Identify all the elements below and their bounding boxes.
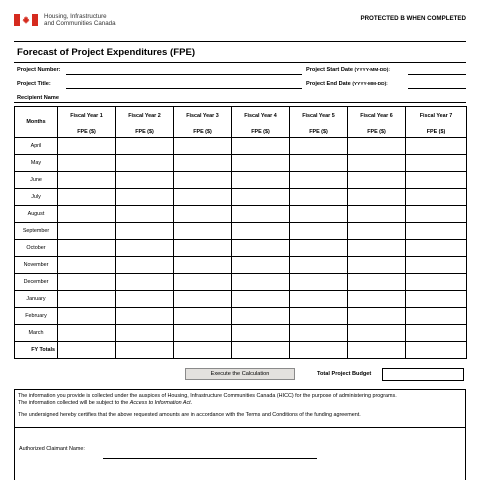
fpe-input-cell[interactable] — [174, 325, 232, 342]
fy-total-cell — [232, 342, 290, 359]
fy-total-cell — [58, 342, 116, 359]
fpe-input-cell[interactable] — [58, 274, 116, 291]
fpe-input-cell[interactable] — [232, 172, 290, 189]
start-date-format: (YYYY-MM-DD): — [354, 68, 390, 73]
start-date-label — [306, 67, 390, 73]
privacy-statement-suffix: . — [190, 399, 193, 406]
fy-total-cell — [348, 342, 406, 359]
fpe-input-cell[interactable] — [174, 138, 232, 155]
table-header-row — [15, 107, 467, 138]
project-number-label: Project Number: — [17, 67, 61, 73]
month-label: December — [15, 274, 58, 291]
privacy-statement-prefix: The information collected will be subject to the — [18, 399, 130, 406]
table-row — [15, 291, 467, 308]
fpe-input-cell[interactable] — [348, 138, 406, 155]
fpe-input-cell[interactable] — [406, 138, 467, 155]
fpe-input-cell[interactable] — [406, 155, 467, 172]
fpe-input-cell[interactable] — [232, 189, 290, 206]
fpe-input-cell[interactable] — [406, 223, 467, 240]
fpe-input-cell[interactable] — [174, 240, 232, 257]
fpe-input-cell[interactable] — [116, 240, 174, 257]
fiscal-year-header — [174, 107, 232, 138]
fpe-input-cell[interactable] — [406, 257, 467, 274]
fpe-input-cell[interactable] — [116, 172, 174, 189]
fpe-label: FPE ($) — [77, 129, 96, 135]
fpe-input-cell[interactable] — [290, 223, 348, 240]
month-label: July — [15, 189, 58, 206]
fpe-input-cell[interactable] — [232, 257, 290, 274]
fpe-label: FPE ($) — [135, 129, 154, 135]
recipient-name-field[interactable] — [14, 102, 466, 103]
fpe-input-cell[interactable] — [406, 206, 467, 223]
fpe-input-cell[interactable] — [290, 138, 348, 155]
totals-label: FY Totals — [15, 342, 58, 359]
fpe-label: FPE ($) — [251, 129, 270, 135]
fpe-input-cell[interactable] — [290, 257, 348, 274]
fpe-input-cell[interactable] — [174, 274, 232, 291]
fpe-label: FPE ($) — [426, 129, 446, 135]
fpe-input-cell[interactable] — [58, 155, 116, 172]
table-row — [15, 138, 467, 155]
fiscal-year-header — [116, 107, 174, 138]
access-to-information-act: Access to Information Act — [129, 399, 191, 406]
fpe-input-cell[interactable] — [116, 308, 174, 325]
fpe-input-cell[interactable] — [348, 223, 406, 240]
department-name-line2: and Communities Canada — [44, 20, 116, 28]
fpe-label: FPE ($) — [309, 129, 328, 135]
table-row — [15, 308, 467, 325]
fpe-input-cell[interactable] — [58, 291, 116, 308]
fy-total-cell — [290, 342, 348, 359]
fy-total-cell — [116, 342, 174, 359]
fiscal-year-label: Fiscal Year 7 — [419, 113, 453, 119]
month-label: May — [15, 155, 58, 172]
fpe-input-cell[interactable] — [290, 240, 348, 257]
recipient-name-label: Recipient Name — [17, 95, 59, 101]
month-label: August — [15, 206, 58, 223]
fpe-input-cell[interactable] — [406, 274, 467, 291]
months-header: Months — [15, 107, 58, 138]
claimant-name-field[interactable] — [103, 458, 317, 459]
fpe-input-cell[interactable] — [348, 240, 406, 257]
end-date-label — [306, 81, 388, 87]
signature-section — [14, 427, 466, 480]
month-label: November — [15, 257, 58, 274]
fpe-input-cell[interactable] — [232, 155, 290, 172]
fpe-input-cell[interactable] — [290, 206, 348, 223]
fiscal-year-label: Fiscal Year 1 — [70, 113, 103, 119]
fpe-input-cell[interactable] — [58, 325, 116, 342]
fpe-input-cell[interactable] — [116, 189, 174, 206]
fpe-input-cell[interactable] — [58, 172, 116, 189]
fpe-input-cell[interactable] — [348, 257, 406, 274]
fpe-input-cell[interactable] — [174, 257, 232, 274]
table-row — [15, 172, 467, 189]
execute-calculation-button[interactable]: Execute the Calculation — [185, 368, 295, 380]
fpe-input-cell[interactable] — [174, 172, 232, 189]
table-row — [15, 257, 467, 274]
fiscal-year-header — [290, 107, 348, 138]
totals-row — [15, 342, 467, 359]
fpe-input-cell[interactable] — [290, 155, 348, 172]
fiscal-year-label: Fiscal Year 3 — [186, 113, 219, 119]
total-budget-label: Total Project Budget — [317, 371, 372, 377]
fpe-input-cell[interactable] — [232, 223, 290, 240]
end-date-format: (YYYY-MM-DD): — [352, 82, 388, 87]
page-header — [14, 10, 466, 32]
table-row — [15, 206, 467, 223]
fpe-input-cell[interactable] — [348, 308, 406, 325]
project-title-label: Project Title: — [17, 81, 51, 87]
fiscal-year-label: Fiscal Year 4 — [244, 113, 277, 119]
fpe-input-cell[interactable] — [290, 325, 348, 342]
fpe-input-cell[interactable] — [58, 240, 116, 257]
department-name-line1: Housing, Infrastructure — [44, 13, 107, 20]
month-label: October — [15, 240, 58, 257]
fpe-input-cell[interactable] — [116, 257, 174, 274]
start-date-label-text: Project Start Date — [306, 67, 353, 73]
fpe-input-cell[interactable] — [406, 189, 467, 206]
fpe-input-cell[interactable] — [290, 189, 348, 206]
fpe-input-cell[interactable] — [174, 291, 232, 308]
fpe-input-cell[interactable] — [290, 274, 348, 291]
fiscal-year-header — [58, 107, 116, 138]
fy-total-cell — [406, 342, 467, 359]
end-date-field[interactable] — [408, 88, 466, 89]
fpe-input-cell[interactable] — [406, 308, 467, 325]
table-row — [15, 240, 467, 257]
fpe-input-cell[interactable] — [290, 172, 348, 189]
fpe-input-cell[interactable] — [58, 189, 116, 206]
fpe-input-cell[interactable] — [406, 325, 467, 342]
fpe-input-cell[interactable] — [232, 138, 290, 155]
fpe-input-cell[interactable] — [58, 223, 116, 240]
fpe-input-cell[interactable] — [290, 308, 348, 325]
privacy-statement-line2 — [18, 400, 462, 407]
start-date-field[interactable] — [408, 74, 466, 75]
classification-label: PROTECTED B WHEN COMPLETED — [360, 15, 466, 22]
fpe-input-cell[interactable] — [116, 274, 174, 291]
fpe-input-cell[interactable] — [116, 138, 174, 155]
fpe-input-cell[interactable] — [174, 223, 232, 240]
month-label: February — [15, 308, 58, 325]
fiscal-year-label: Fiscal Year 5 — [302, 113, 335, 119]
month-label: September — [15, 223, 58, 240]
fpe-input-cell[interactable] — [348, 189, 406, 206]
table-row — [15, 274, 467, 291]
fy-total-cell — [174, 342, 232, 359]
fpe-input-cell[interactable] — [174, 155, 232, 172]
fpe-label: FPE ($) — [193, 129, 212, 135]
table-row — [15, 223, 467, 240]
table-row — [15, 155, 467, 172]
fpe-input-cell[interactable] — [232, 308, 290, 325]
fpe-input-cell[interactable] — [232, 240, 290, 257]
fiscal-year-header — [232, 107, 290, 138]
fpe-input-cell[interactable] — [116, 325, 174, 342]
department-name — [44, 13, 116, 28]
fpe-input-cell[interactable] — [232, 325, 290, 342]
fpe-input-cell[interactable] — [58, 308, 116, 325]
fpe-input-cell[interactable] — [174, 206, 232, 223]
fpe-input-cell[interactable] — [232, 291, 290, 308]
project-number-field[interactable] — [66, 74, 302, 75]
total-budget-field[interactable] — [382, 368, 464, 381]
fpe-input-cell[interactable] — [348, 206, 406, 223]
project-title-field[interactable] — [66, 88, 302, 89]
fpe-input-cell[interactable] — [174, 189, 232, 206]
fpe-input-cell[interactable] — [58, 257, 116, 274]
month-label: January — [15, 291, 58, 308]
fpe-input-cell[interactable] — [116, 291, 174, 308]
maple-leaf-icon — [22, 15, 30, 25]
page-title: Forecast of Project Expenditures (FPE) — [17, 47, 196, 58]
fpe-input-cell[interactable] — [116, 206, 174, 223]
certification-statement: The undersigned hereby certifies that the above requested amounts are in accordance with the Terms and Conditions of the funding agreement. — [18, 412, 361, 419]
fpe-input-cell[interactable] — [348, 325, 406, 342]
table-row — [15, 189, 467, 206]
month-label: March — [15, 325, 58, 342]
month-label: April — [15, 138, 58, 155]
fpe-input-cell[interactable] — [232, 206, 290, 223]
fpe-input-cell[interactable] — [58, 206, 116, 223]
divider — [14, 41, 466, 42]
expenditure-table — [14, 106, 467, 359]
fiscal-year-header — [348, 107, 406, 138]
expenditure-table-body — [15, 138, 467, 359]
fpe-input-cell[interactable] — [290, 291, 348, 308]
fpe-input-cell[interactable] — [116, 155, 174, 172]
privacy-statement-line1: The information you provide is collected under the auspices of Housing, Infrastructure Communities Canada (HICC) for the purpose of administering programs. — [18, 393, 397, 399]
end-date-label-text: Project End Date — [306, 81, 351, 87]
fpe-input-cell[interactable] — [406, 240, 467, 257]
fpe-input-cell[interactable] — [348, 155, 406, 172]
fpe-input-cell[interactable] — [406, 291, 467, 308]
fpe-input-cell[interactable] — [58, 138, 116, 155]
fpe-input-cell[interactable] — [348, 274, 406, 291]
canada-flag-icon — [14, 14, 38, 26]
fpe-input-cell[interactable] — [406, 172, 467, 189]
fpe-input-cell[interactable] — [348, 172, 406, 189]
fiscal-year-label: Fiscal Year 2 — [128, 113, 161, 119]
fpe-input-cell[interactable] — [232, 274, 290, 291]
fpe-input-cell[interactable] — [174, 308, 232, 325]
privacy-notice — [14, 389, 466, 427]
fiscal-year-label: Fiscal Year 6 — [360, 113, 393, 119]
claimant-name-label: Authorized Claimant Name: — [19, 446, 85, 452]
divider — [14, 62, 466, 63]
fiscal-year-header — [406, 107, 467, 138]
fpe-input-cell[interactable] — [116, 223, 174, 240]
fpe-input-cell[interactable] — [348, 291, 406, 308]
month-label: June — [15, 172, 58, 189]
fpe-label: FPE ($) — [367, 129, 386, 135]
table-row — [15, 325, 467, 342]
